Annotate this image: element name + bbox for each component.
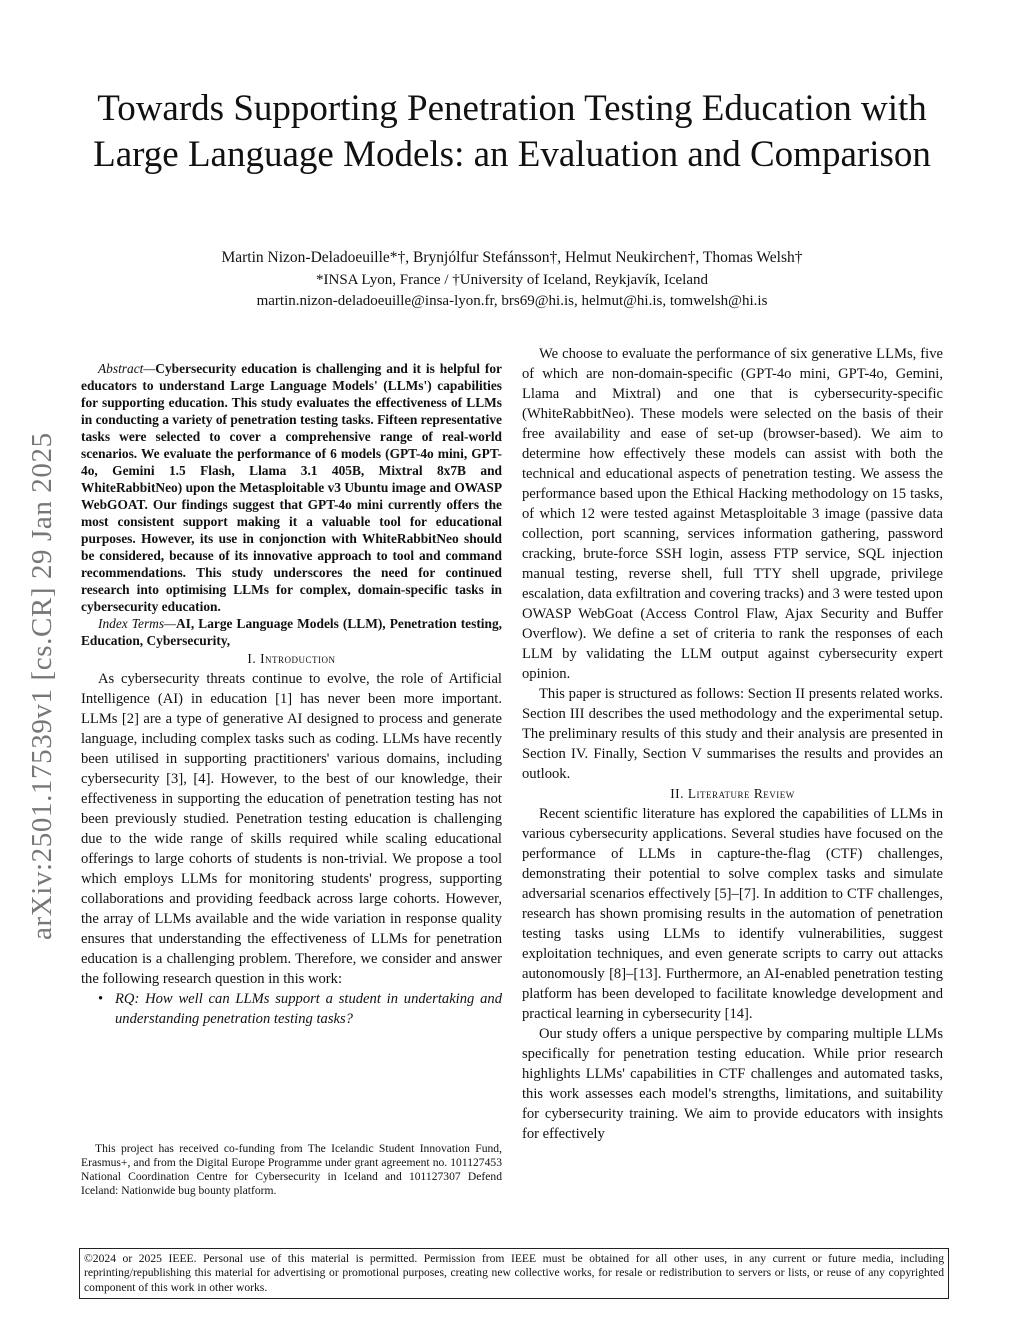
body-paragraph: This paper is structured as follows: Section II presents related works. Section III describes the used methodology and the experimental setup. The preliminary results of this study and their analysis are presented in Section IV. Finally, Section V summarises the results and provides an outlook. xyxy=(522,686,943,782)
body-paragraph: We choose to evaluate the performance of six generative LLMs, five of which are non-domain-specific (GPT-4o mini, GPT-4o, Gemini, Llama and Mixtral) and one that is cybersecurity-specific (WhiteRabbitNeo). These models were selected on the basis of their free availability and ease of set-up (browser-based). We aim to determine how effectively these models can assist with both the technical and educational aspects of penetration testing. We assess the performance based upon the Ethical Hacking methodology on 15 tasks, of which 12 were tested against Metasploitable 3 image (passive data collection, port scanning, services information gathering, password cracking, brute-force SSH login, assess FTP service, SQL injection manual testing, reverse shell, full TTY shell upgrade, privilege escalation, data exfiltration and covering tracks) and 3 were tested upon OWASP WebGoat (Access Control Flaw, Ajax Security and Buffer Overflow). We define a set of criteria to rank the responses of each LLM by validating the LLM output against cybersecurity expert opinion. xyxy=(522,346,943,682)
affiliations: *INSA Lyon, France / †University of Iceland, Reykjavík, Iceland xyxy=(316,272,708,288)
abstract-label: Abstract— xyxy=(98,361,156,376)
funding-footnote xyxy=(81,1142,502,1198)
abstract-text: Cybersecurity education is challenging and it is helpful for educators to understand Large Language Models' (LLMs') capabilities for supporting education. This study evaluates the effectiveness of LLMs in conducting a variety of penetration testing tasks. Fifteen representative tasks were selected to cover a comprehensive range of real-world scenarios. We evaluate the performance of 6 models (GPT-4o mini, GPT-4o, Gemini 1.5 Flash, Llama 3.1 405B, Mixtral 8x7B and WhiteRabbitNeo) upon the Metasploitable v3 Ubuntu image and OWASP WebGOAT. Our findings suggest that GPT-4o mini currently offers the most consistent support making it a valuable tool for educational purposes. However, its use in conjonction with WhiteRabbitNeo should be considered, because of its innovative approach to tool and command recommendations. This study underscores the need for continued research into optimising LLMs for complex, domain-specific tasks in cybersecurity education. xyxy=(81,361,502,614)
bullet-icon: • xyxy=(98,991,104,1007)
author-emails: martin.nizon-deladoeuille@insa-lyon.fr, brs69@hi.is, helmut@hi.is, tomwelsh@hi.is xyxy=(256,293,768,309)
research-question-text: RQ: How well can LLMs support a student in undertaking and understanding penetration testing tasks? xyxy=(115,991,502,1027)
left-column xyxy=(81,360,502,1029)
intro-paragraph: As cybersecurity threats continue to evolve, the role of Artificial Intelligence (AI) in education [1] has never been more important. LLMs [2] are a type of generative AI designed to process and generate language, including complex tasks such as coding. LLMs have recently been utilised in supporting practitioners' various domains, including cybersecurity [3], [4]. However, to the best of our knowledge, their effectiveness in supporting the education of penetration testing has not been previously studied. Penetration testing education is challenging due to the wide range of skills required while scaling educational offerings to large cohorts of students is non-trivial. We propose a tool which employs LLMs for monitoring students' progress, supporting collaborations and providing feedback across large cohorts. However, the array of LLMs available and the wide variation in response quality ensures that understanding the effectiveness of LLMs for penetration education is a challenging problem. Therefore, we consider and answer the following research question in this work: xyxy=(81,671,502,987)
arxiv-identifier: arXiv:2501.17539v1 [cs.CR] 29 Jan 2025 xyxy=(26,432,58,940)
index-terms-text: AI, Large Language Models (LLM), Penetration testing, Education, Cybersecurity, xyxy=(81,616,502,648)
body-paragraph: Our study offers a unique perspective by comparing multiple LLMs specifically for penetration testing education. While prior research highlights LLMs' capabilities in CTF challenges and automated tasks, this work assesses each model's strengths, limitations, and suitability for cybersecurity training. We aim to provide educators with insights for effectively xyxy=(522,1026,943,1142)
index-terms-label: Index Terms— xyxy=(98,616,176,631)
section-number: II. xyxy=(670,786,684,801)
section-title: Introduction xyxy=(260,651,336,666)
index-terms xyxy=(81,615,502,649)
right-column xyxy=(522,344,943,1144)
section-title: Literature Review xyxy=(687,786,795,801)
copyright-notice: ©2024 or 2025 IEEE. Personal use of this material is permitted. Permission from IEEE must be obtained for all other uses, in any current or future media, including reprinting/republishing this material for advertising or promotional purposes, creating new collective works, for resale or redistribution to servers or lists, or reuse of any copyrighted component of this work in other works. xyxy=(79,1248,949,1299)
abstract xyxy=(81,360,502,615)
section-number: I. xyxy=(247,651,257,666)
paper-title: Towards Supporting Penetration Testing Education with Large Language Models: an Evaluation and Comparison xyxy=(93,88,931,175)
section-heading-introduction xyxy=(81,649,502,669)
section-heading-literature-review xyxy=(522,784,943,804)
footnote-text: This project has received co-funding from The Icelandic Student Innovation Fund, Erasmus+, and from the Digital Europe Programme under grant agreement no. 101127453 National Coordination Centre for Cybersecurity in Iceland and 101127307 Defend Iceland: Nationwide bug bounty platform. xyxy=(81,1142,502,1197)
body-paragraph: Recent scientific literature has explored the capabilities of LLMs in various cybersecurity applications. Several studies have focused on the performance of LLMs in capture-the-flag (CTF) challenges, demonstrating their potential to solve complex tasks and simulate adversarial scenarios effectively [5]–[7]. In addition to CTF challenges, research has shown promising results in the automation of penetration testing tasks using LLMs to identify vulnerabilities, suggest exploitation techniques, and even generate scripts to carry out attacks autonomously [8]–[13]. Furthermore, an AI-enabled penetration testing platform has been developed to facilitate knowledge development and practical learning in cybersecurity [14]. xyxy=(522,806,943,1022)
author-list: Martin Nizon-Deladoeuille*†, Brynjólfur Stefánsson†, Helmut Neukirchen†, Thomas Welsh† xyxy=(221,249,803,266)
research-question xyxy=(81,989,502,1029)
